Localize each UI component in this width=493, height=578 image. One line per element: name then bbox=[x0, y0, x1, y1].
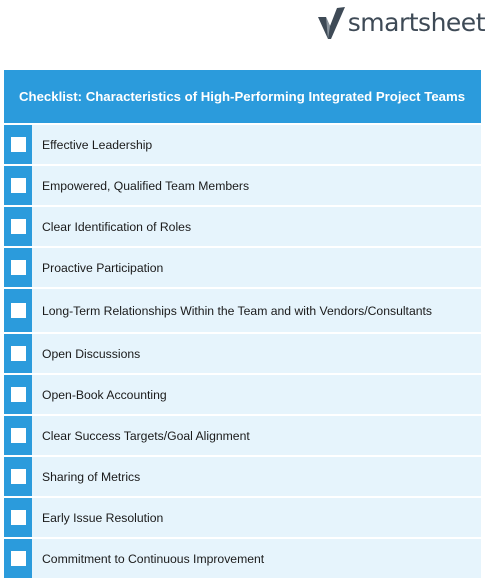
checkbox[interactable] bbox=[11, 510, 26, 525]
checkbox[interactable] bbox=[11, 260, 26, 275]
checkbox[interactable] bbox=[11, 428, 26, 443]
checkbox[interactable] bbox=[11, 137, 26, 152]
checklist-row bbox=[4, 539, 481, 578]
item-label: Commitment to Continuous Improvement bbox=[32, 539, 481, 578]
item-label: Empowered, Qualified Team Members bbox=[32, 166, 481, 205]
checkbox-cell bbox=[4, 289, 32, 332]
checkbox[interactable] bbox=[11, 551, 26, 566]
checkbox-cell bbox=[4, 334, 32, 373]
checkbox-cell bbox=[4, 498, 32, 537]
checkbox-cell bbox=[4, 375, 32, 414]
smartsheet-check-logo-icon bbox=[317, 6, 347, 40]
checkbox-cell bbox=[4, 166, 32, 205]
checklist-row bbox=[4, 416, 481, 455]
checkbox-cell bbox=[4, 207, 32, 246]
checklist-row bbox=[4, 334, 481, 373]
checkbox-cell bbox=[4, 539, 32, 578]
checkbox-cell bbox=[4, 457, 32, 496]
checklist-row bbox=[4, 289, 481, 332]
item-label: Clear Identification of Roles bbox=[32, 207, 481, 246]
checkbox[interactable] bbox=[11, 469, 26, 484]
item-label: Clear Success Targets/Goal Alignment bbox=[32, 416, 481, 455]
checkbox-cell bbox=[4, 125, 32, 164]
checklist-header bbox=[4, 70, 481, 123]
checkbox-cell bbox=[4, 416, 32, 455]
item-label: Open-Book Accounting bbox=[32, 375, 481, 414]
checklist-row bbox=[4, 457, 481, 496]
smartsheet-logo bbox=[317, 4, 485, 40]
checkbox[interactable] bbox=[11, 219, 26, 234]
item-label: Long-Term Relationships Within the Team and with Vendors/Consultants bbox=[32, 289, 481, 332]
checklist-title: Checklist: Characteristics of High-Performing Integrated Project Teams bbox=[19, 89, 466, 104]
checklist-row bbox=[4, 166, 481, 205]
checkbox-cell bbox=[4, 248, 32, 287]
checkbox[interactable] bbox=[11, 387, 26, 402]
checklist-row bbox=[4, 248, 481, 287]
item-label: Early Issue Resolution bbox=[32, 498, 481, 537]
item-label: Sharing of Metrics bbox=[32, 457, 481, 496]
checklist-row bbox=[4, 207, 481, 246]
checklist-row bbox=[4, 375, 481, 414]
checklist-table bbox=[4, 70, 481, 578]
checkbox[interactable] bbox=[11, 303, 26, 318]
logo-text: smartsheet bbox=[347, 8, 485, 37]
item-label: Open Discussions bbox=[32, 334, 481, 373]
item-label: Proactive Participation bbox=[32, 248, 481, 287]
checklist-row bbox=[4, 498, 481, 537]
checklist-row bbox=[4, 125, 481, 164]
checkbox[interactable] bbox=[11, 346, 26, 361]
item-label: Effective Leadership bbox=[32, 125, 481, 164]
checkbox[interactable] bbox=[11, 178, 26, 193]
